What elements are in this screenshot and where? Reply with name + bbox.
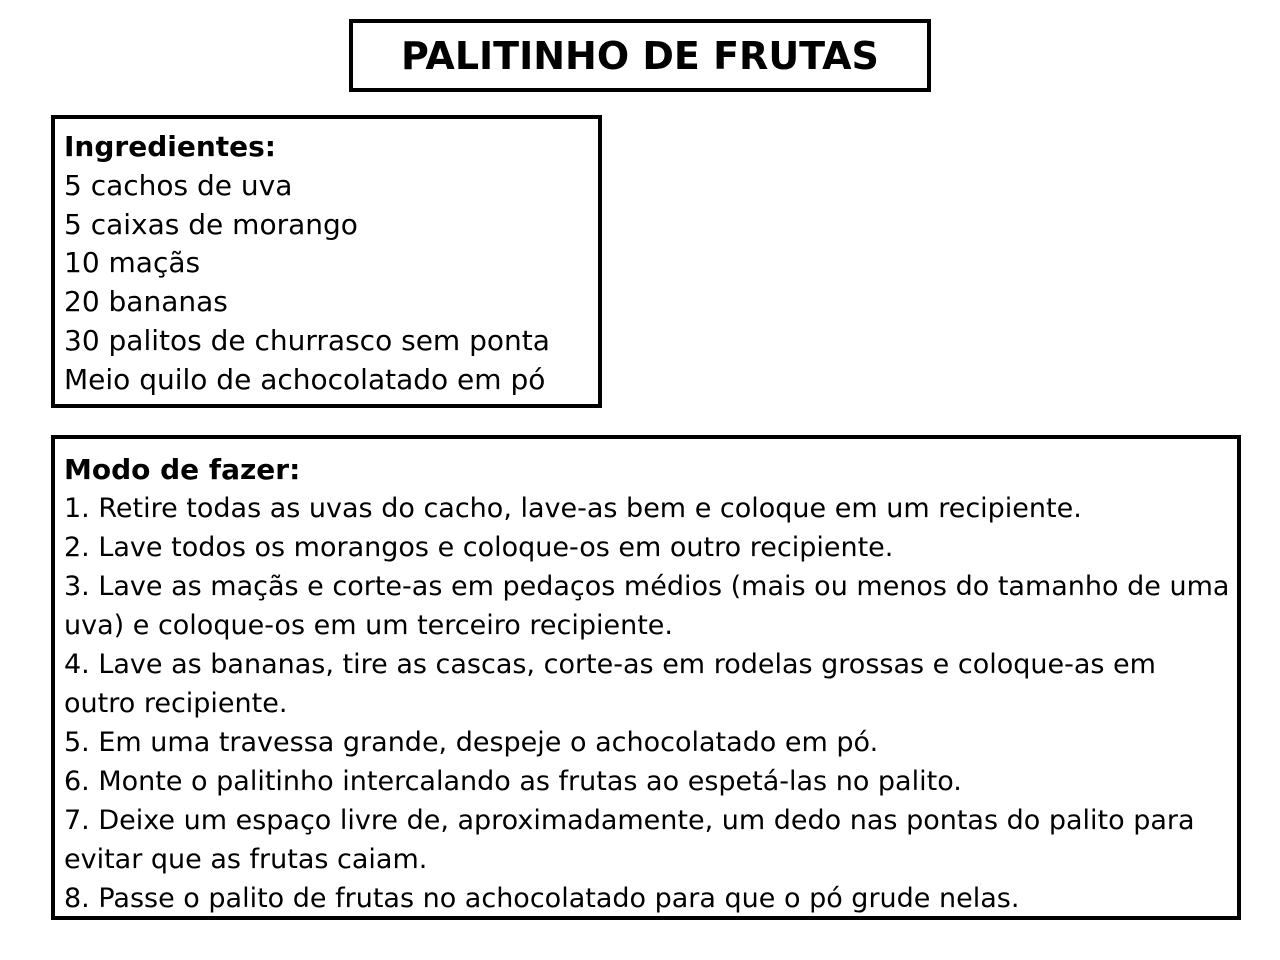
method-step: 5. Em uma travessa grande, despeje o achocolatado em pó. xyxy=(64,727,879,758)
ingredients-heading: Ingredientes: xyxy=(64,130,276,163)
title-box xyxy=(349,19,931,92)
method-step: 2. Lave todos os morangos e coloque-os em outro recipiente. xyxy=(64,532,894,563)
method-heading: Modo de fazer: xyxy=(64,453,301,486)
ingredient-item: 5 cachos de uva xyxy=(64,168,293,202)
ingredient-item: 30 palitos de churrasco sem ponta xyxy=(64,323,550,357)
method-step: 8. Passe o palito de frutas no achocolatado para que o pó grude nelas. xyxy=(64,883,1020,914)
ingredient-item: 20 bananas xyxy=(64,285,228,319)
method-step: 3. Lave as maçãs e corte-as em pedaços médios (mais ou menos do tamanho de uma uva) e coloque-os em um terceiro recipiente. xyxy=(64,571,1230,641)
method-step: 7. Deixe um espaço livre de, aproximadamente, um dedo nas pontas do palito para evitar que as frutas caiam. xyxy=(64,805,1195,875)
ingredient-item: Meio quilo de achocolatado em pó xyxy=(64,362,546,396)
ingredients-box xyxy=(51,115,602,408)
ingredient-item: 10 maçãs xyxy=(64,246,201,280)
method-box xyxy=(51,435,1241,920)
method-step: 1. Retire todas as uvas do cacho, lave-as bem e coloque em um recipiente. xyxy=(64,493,1082,524)
method-step: 4. Lave as bananas, tire as cascas, corte-as em rodelas grossas e coloque-as em outro recipiente. xyxy=(64,649,1156,719)
page-title: PALITINHO DE FRUTAS xyxy=(401,33,879,78)
ingredient-item: 5 caixas de morango xyxy=(64,207,358,241)
method-step: 6. Monte o palitinho intercalando as frutas ao espetá-las no palito. xyxy=(64,766,962,797)
